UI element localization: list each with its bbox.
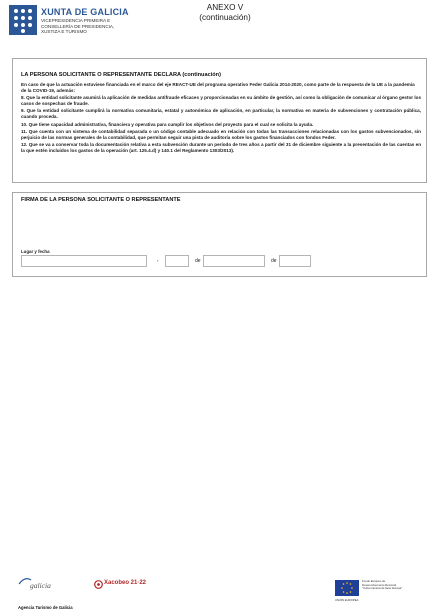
declaration-item: 12. Que se va a conservar toda la documentación relativa a esta subvención durante un período de tres años a partir del 31 de diciembre siguiente a la presentación de las cuentas en la que estén incluidos los gastos de la operación (art. 125.4.d) y 140.1 del Reglamento 1303/2013). xyxy=(21,142,421,154)
place-input[interactable] xyxy=(21,255,147,267)
month-input[interactable] xyxy=(203,255,265,267)
annex-heading xyxy=(190,3,260,22)
xacobeo-star-icon xyxy=(94,580,103,589)
signature-section xyxy=(12,192,427,277)
declaration-item: 8. Que la entidad solicitante asumirá la aplicación de medidas antifraude eficaces y proporcionadas en su ámbito de gestión, así como la obligación de comunicar al órgano gestor los casos de sospechas de fraude. xyxy=(21,95,421,106)
annex-subtitle: (continuación) xyxy=(199,12,251,22)
declaration-item: 9. Que la entidad solicitante cumplirá la normativa comunitaria, estatal y autonómica de aplicación, en particular, la normativa en materia de subvenciones y contratación pública, cuando proceda. xyxy=(21,108,421,120)
eu-caption: UNIÓN EUROPEA xyxy=(335,598,359,602)
comma-separator: , xyxy=(157,257,159,263)
year-input[interactable] xyxy=(279,255,311,267)
eu-fund-text: Fondo Europeo de Desenvolvemento Rexional "Unha maneira de facer Europa" xyxy=(362,579,403,591)
xunta-emblem-icon xyxy=(8,4,38,36)
footer xyxy=(0,572,440,615)
declaration-item: 10. Que tiene capacidad administrativa, financiera y operativa para cumplir los objetivos del proyecto para el cual se solicita la ayuda. xyxy=(21,121,314,127)
declaration-section xyxy=(12,58,427,183)
declaration-item: 11. Que cuenta con un sistema de contabilidad separada o un código contable adecuado en relación con todas las transacciones relacionadas con los gastos subvencionados, sin perjuicio de las normas generales de la contabilidad, que permitan seguir una pista de auditoría sobre los gastos financiados con fondos Feder. xyxy=(21,128,421,140)
de-separator-2: de xyxy=(271,258,277,264)
signature-title: FIRMA DE LA PERSONA SOLICITANTE O REPRESENTANTE xyxy=(21,197,181,203)
annex-title: ANEXO V xyxy=(206,3,244,12)
galicia-logo: galicia xyxy=(18,576,58,594)
department-name: VICEPRESIDENCIA PRIMEIRA E CONSELLERÍA DE PRESIDENCIA, XUSTIZA E TURISMO xyxy=(41,18,115,35)
agency-name: Agencia Turismo de Galicia xyxy=(18,605,73,610)
place-date-label: Lugar y fecha xyxy=(21,249,50,254)
xunta-logo xyxy=(8,4,158,46)
eu-flag-icon xyxy=(335,580,359,596)
declaration-title: LA PERSONA SOLICITANTE O REPRESENTANTE DECLARA (continuación) xyxy=(21,72,221,78)
day-input[interactable] xyxy=(165,255,189,267)
declaration-list xyxy=(21,95,421,155)
xacobeo-logo: Xacobeo 21·22 xyxy=(94,578,154,592)
de-separator-1: de xyxy=(195,258,201,264)
org-name: XUNTA DE GALICIA xyxy=(41,7,129,17)
declaration-intro: En caso de que la actuación estuviese financiada en el marco del eje REACT-UE del programa operativo Feder Galicia 2014-2020, como parte de la respuesta de la UE a la pandemia de la COVID-19, además: xyxy=(21,82,415,93)
